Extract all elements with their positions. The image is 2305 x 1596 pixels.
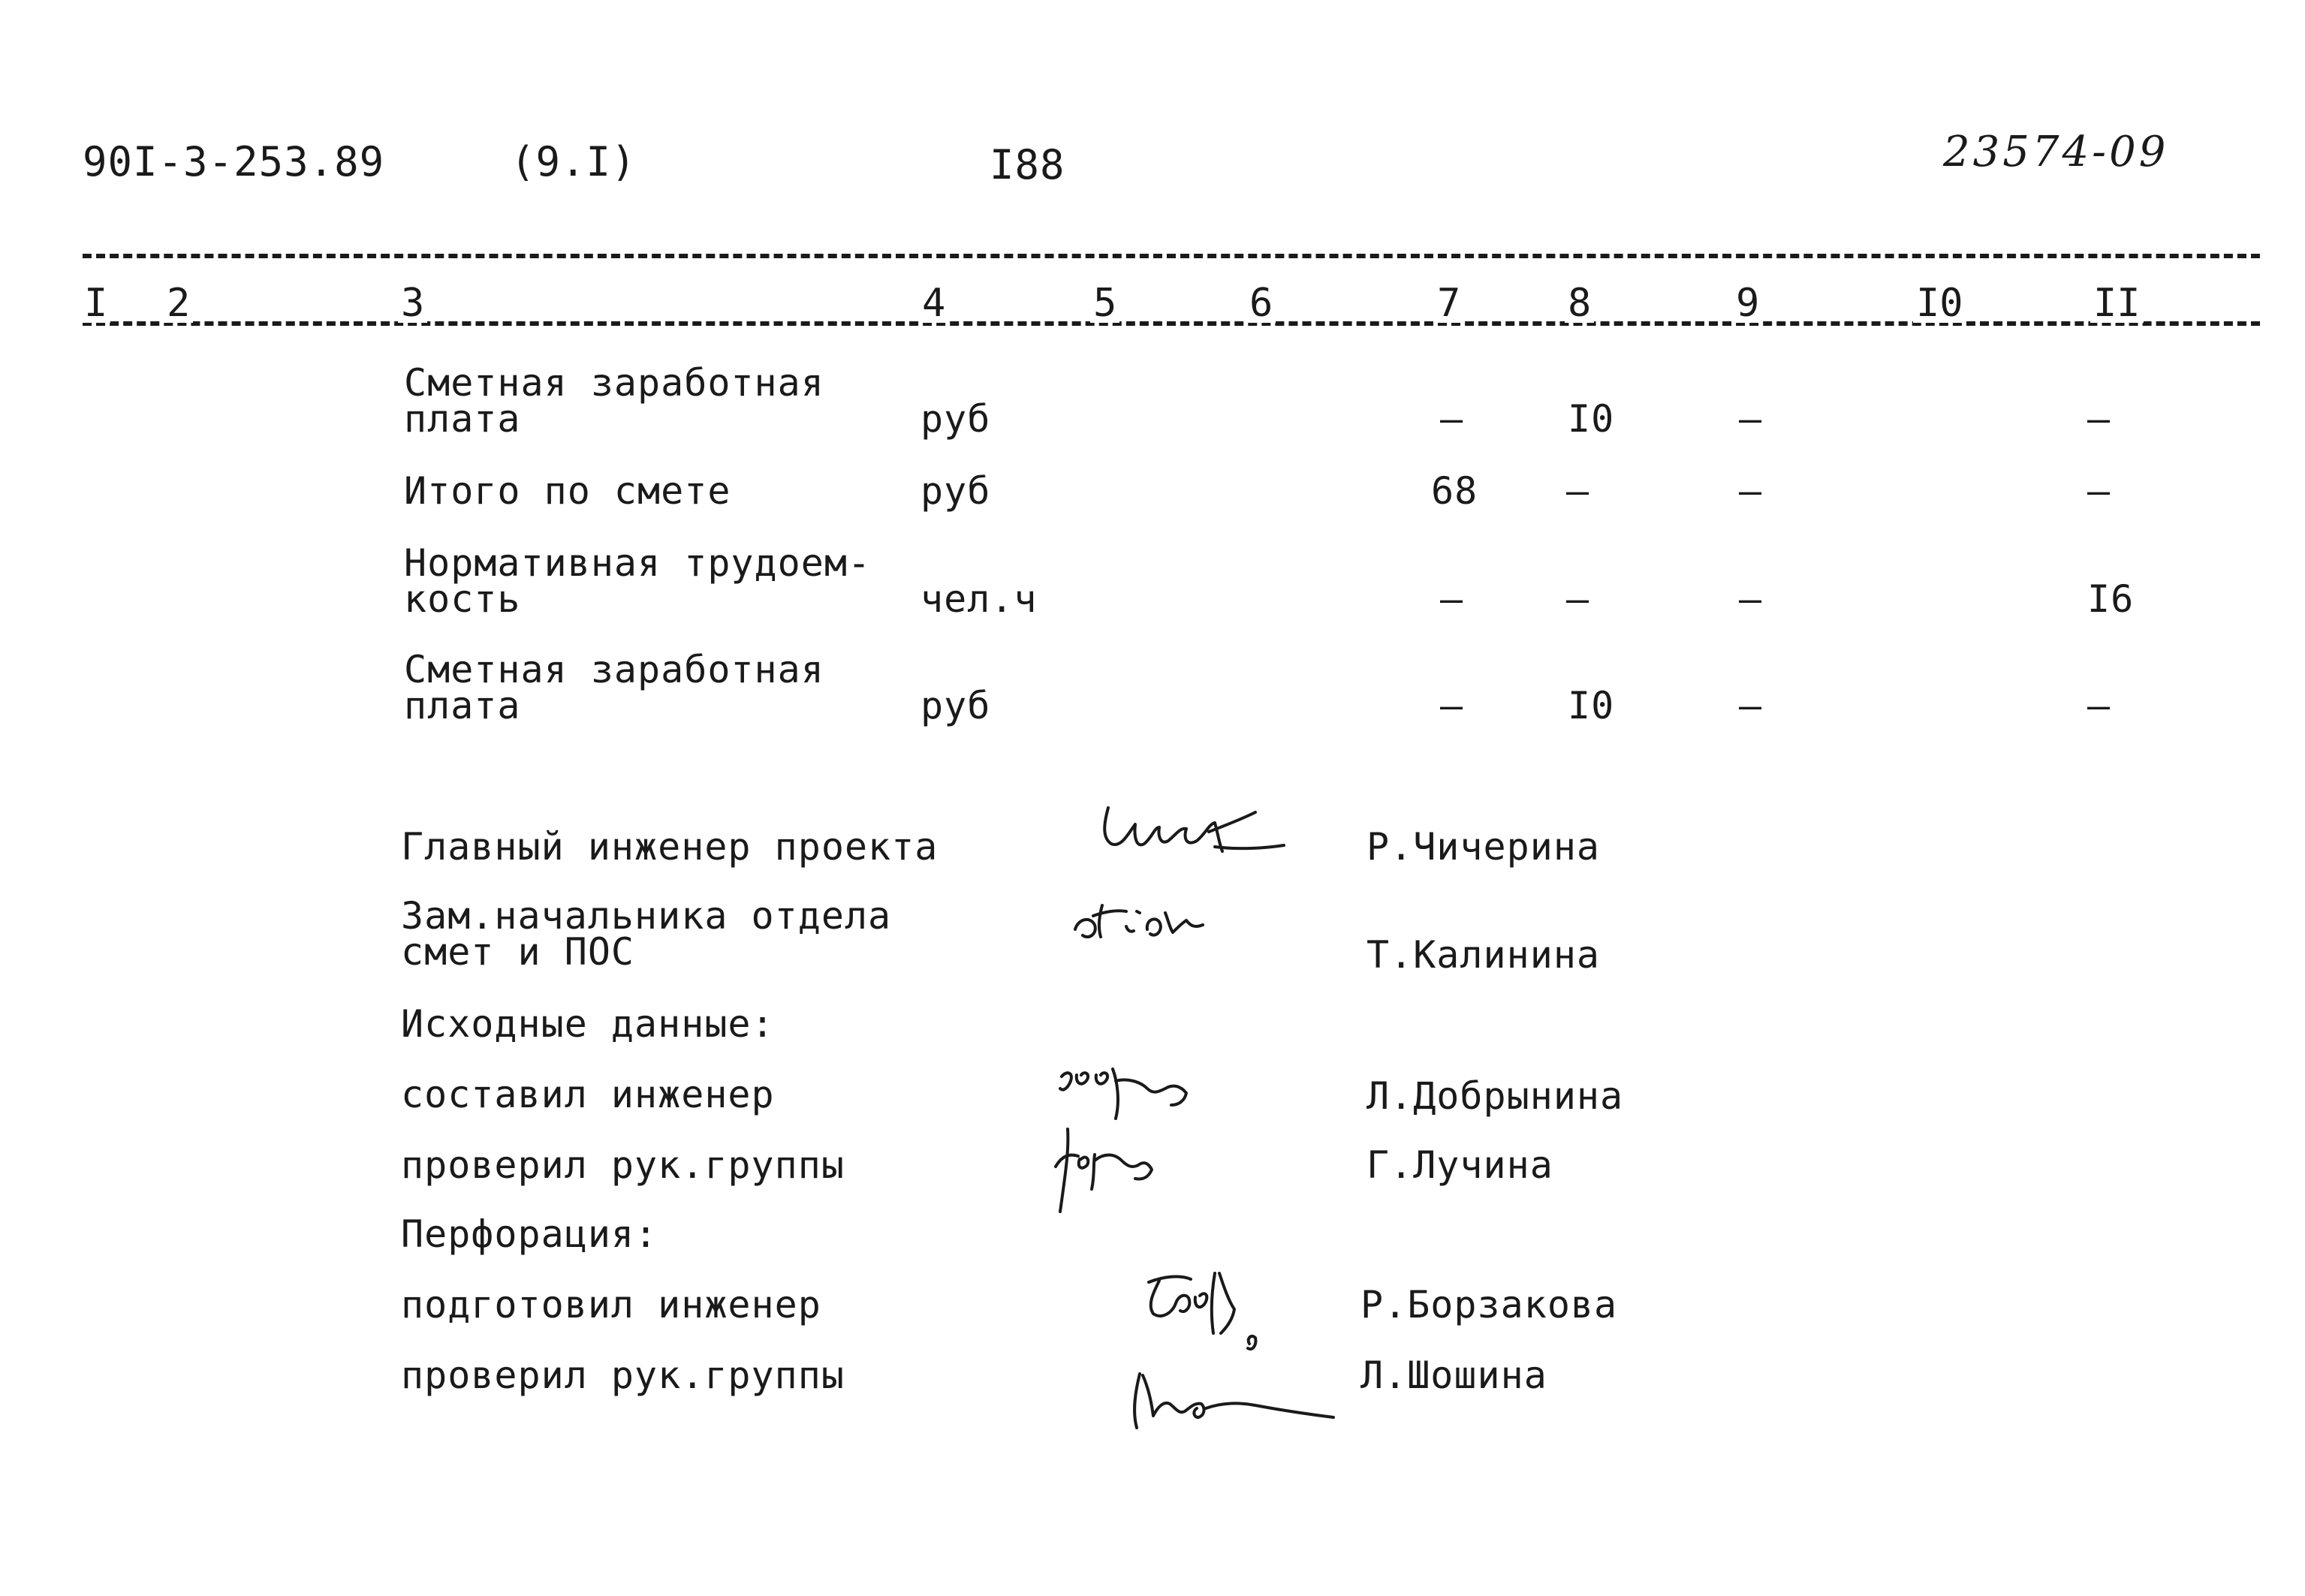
cell-col11: – [2087, 469, 2111, 513]
cell-col11: I6 [2087, 577, 2135, 621]
row-name: Итого по смете [404, 469, 731, 513]
column-number: 4 [919, 284, 948, 323]
column-number: 8 [1565, 284, 1594, 323]
row-name: плата [404, 397, 521, 441]
checked-name-2: Л.Шошина [1360, 1354, 1547, 1397]
cell-col11: – [2087, 397, 2111, 441]
document-code: 90I-3-253.89 [83, 138, 385, 185]
cell-col7: – [1440, 397, 1464, 441]
deputy-label: смет и ПОС [401, 930, 635, 974]
checked-signature-2 [1122, 1359, 1347, 1441]
column-number: II [2090, 284, 2144, 323]
column-number: 6 [1246, 284, 1276, 323]
compiled-name: Л.Добрынина [1366, 1074, 1624, 1118]
cell-col7: – [1440, 684, 1464, 727]
row-name: Нормативная трудоем- [404, 541, 872, 585]
prepared-label: подготовил инженер [401, 1283, 821, 1326]
cell-col8: – [1566, 577, 1590, 621]
row-name: Сметная заработная [404, 648, 824, 691]
column-number: I0 [1913, 284, 1966, 323]
top-dashed-rule [83, 254, 2260, 258]
section-number: (9.I) [511, 138, 637, 185]
row-name: плата [404, 684, 521, 727]
row-unit: руб [920, 397, 991, 441]
column-number: 2 [164, 284, 193, 323]
cell-col9: – [1739, 469, 1763, 513]
prepared-name: Р.Борзакова [1360, 1283, 1618, 1326]
perforation-heading: Перфорация: [401, 1212, 658, 1256]
column-number: 3 [398, 284, 427, 323]
checked-name-1: Г.Лучина [1366, 1143, 1553, 1187]
source-data-heading: Исходные данные: [401, 1002, 775, 1046]
column-number: 9 [1733, 284, 1762, 323]
prepared-signature [1137, 1261, 1287, 1359]
cell-col9: – [1739, 577, 1763, 621]
row-unit: чел.ч [920, 577, 1038, 621]
cell-col9: – [1739, 397, 1763, 441]
inventory-number: 23574-09 [1943, 128, 2169, 176]
checked-label-1: проверил рук.группы [401, 1143, 845, 1187]
checked-signature-1 [1050, 1122, 1200, 1219]
row-name: кость [404, 577, 521, 621]
row-unit: руб [920, 684, 991, 727]
page-number: I88 [990, 141, 1065, 188]
cell-col8: I0 [1568, 397, 1615, 441]
column-number: 7 [1434, 284, 1463, 323]
cell-col9: – [1739, 684, 1763, 727]
deputy-label: Зам.начальника отдела [401, 894, 892, 938]
deputy-signature [1063, 893, 1258, 953]
checked-label-2: проверил рук.группы [401, 1354, 845, 1397]
cell-col11: – [2087, 684, 2111, 727]
row-name: Сметная заработная [404, 361, 824, 405]
deputy-name: Т.Калинина [1366, 933, 1601, 977]
cell-col7: – [1440, 577, 1464, 621]
column-number: 5 [1090, 284, 1119, 323]
cell-col8: I0 [1568, 684, 1615, 727]
cell-col7: 68 [1431, 469, 1478, 513]
chief-engineer-label: Главный инженер проекта [401, 825, 939, 869]
chief-engineer-name: Р.Чичерина [1366, 825, 1601, 869]
row-unit: руб [920, 469, 991, 513]
chief-engineer-signature [1096, 802, 1291, 869]
compiled-signature [1054, 1058, 1204, 1126]
compiled-label: составил инженер [401, 1073, 775, 1116]
cell-col8: – [1566, 469, 1590, 513]
column-number: I [81, 284, 110, 323]
